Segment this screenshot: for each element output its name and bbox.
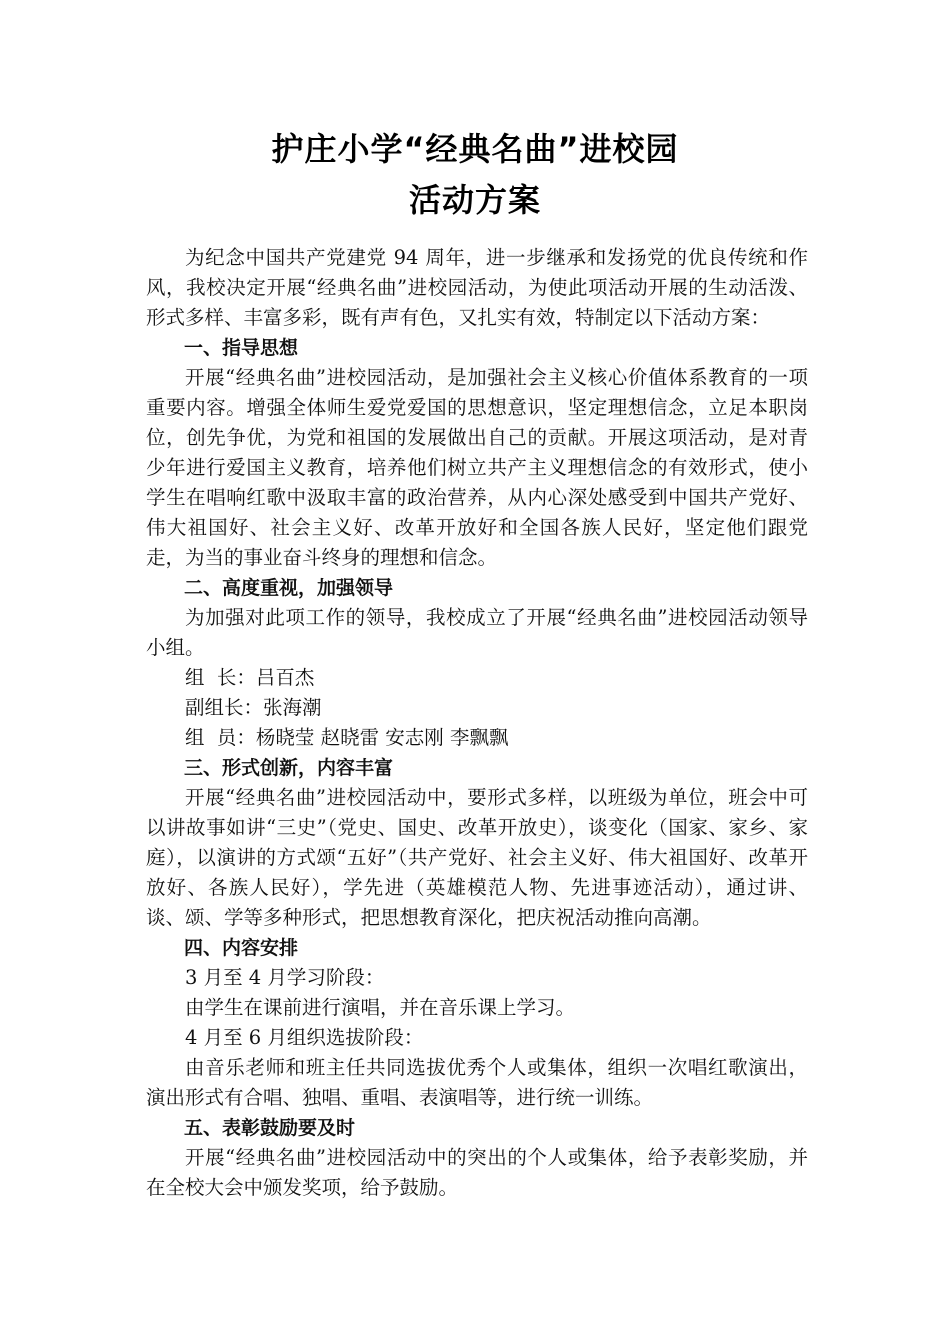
section-heading-form-innovation: 三、形式创新，内容丰富 — [184, 757, 394, 779]
section-heading-leadership: 二、高度重视，加强领导 — [184, 577, 394, 599]
phase-2-title: 4 月至 6 月组织选拔阶段： — [185, 1026, 424, 1049]
phase-2-description: 由音乐老师和班主任共同选拔优秀个人或集体，组织一次唱红歌演出，演出形式有合唱、独唱、重唱、表演唱等，进行统一训练。 — [146, 1056, 808, 1109]
commendation-paragraph: 开展“经典名曲”进校园活动中的突出的个人或集体，给予表彰奖励，并在全校大会中颁发奖项，给予鼓励。 — [146, 1146, 808, 1199]
document-title: 护庄小学“经典名曲”进校园 — [271, 130, 679, 168]
phase-1-title: 3 月至 4 月学习阶段： — [185, 966, 385, 989]
members-line: 组 员：杨晓莹 赵晓雷 安志刚 李飘飘 — [185, 726, 509, 749]
leader-line: 组 长：吕百杰 — [185, 666, 315, 689]
form-innovation-paragraph: 开展“经典名曲”进校园活动中，要形式多样，以班级为单位，班会中可以讲故事如讲“三史”（党史、国史、改革开放史），谈变化（国家、家乡、家庭），以演讲的方式颂“五好”（共产党好、社会主义好、伟大祖国好、改革开放好、各族人民好），学先进（英雄模范人物、先进事迹活动），通过讲、谈、颂、学等多种形式，把思想教育深化，把庆祝活动推向高潮。 — [146, 786, 808, 929]
phase-1-description: 由学生在课前进行演唱，并在音乐课上学习。 — [185, 996, 576, 1019]
section-heading-guiding-ideology: 一、指导思想 — [184, 337, 299, 359]
intro-paragraph: 为纪念中国共产党建党 94 周年，进一步继承和发扬党的优良传统和作风，我校决定开展“经典名曲”进校园活动，为使此项活动开展的生动活泼、形式多样、丰富多彩，既有声有色，又扎实有效，特制定以下活动方案： — [146, 246, 808, 329]
section-heading-content-arrangement: 四、内容安排 — [184, 937, 299, 959]
leadership-paragraph: 为加强对此项工作的领导，我校成立了开展“经典名曲”进校园活动领导小组。 — [146, 606, 808, 659]
document-body — [146, 243, 808, 1203]
document-subtitle: 活动方案 — [408, 181, 541, 219]
section-heading-commendation: 五、表彰鼓励要及时 — [184, 1117, 356, 1139]
deputy-leader-line: 副组长：张海潮 — [185, 696, 322, 719]
guiding-ideology-paragraph: 开展“经典名曲”进校园活动，是加强社会主义核心价值体系教育的一项重要内容。增强全体师生爱党爱国的思想意识，坚定理想信念，立足本职岗位，创先争优，为党和祖国的发展做出自己的贡献。开展这项活动，是对青少年进行爱国主义教育，培养他们树立共产主义理想信念的有效形式，使小学生在唱响红歌中汲取丰富的政治营养，从内心深处感受到中国共产党好、伟大祖国好、社会主义好、改革开放好和全国各族人民好，坚定他们跟党走，为当的事业奋斗终身的理想和信念。 — [146, 366, 808, 569]
